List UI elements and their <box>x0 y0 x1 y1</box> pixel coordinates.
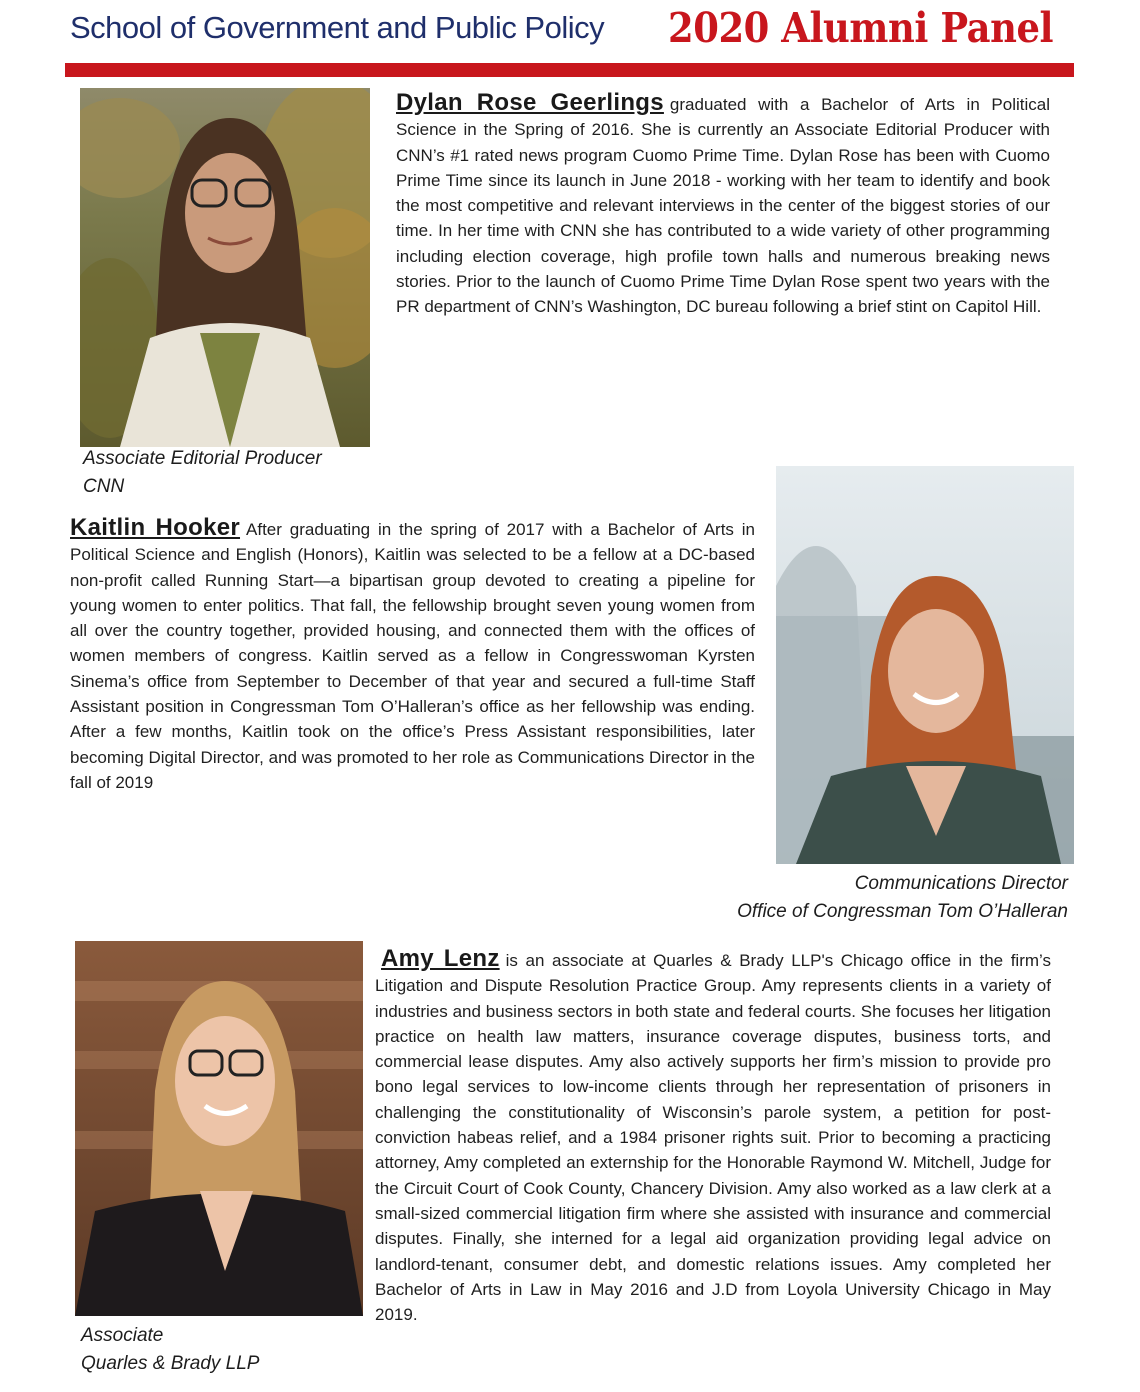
school-title: School of Government and Public Policy <box>70 10 605 45</box>
caption-org: Quarles & Brady LLP <box>81 1353 260 1374</box>
alumni-name: Dylan Rose Geerlings <box>396 89 664 116</box>
bio-text: After graduating in the spring of 2017 with a Bachelor of Arts in Political Science and English (Honors), Kaitlin was selected to be a fellow at a DC-based non-profit called Running Start—a bipartisan group devoted to creating a pipeline for young women to enter politics. That fall, the fellowship brought seven young women from all over the country together, provided housing, and connected them with the offices of women members of congress. Kaitlin served as a fellow in Congresswoman Kyrsten Sinema’s office from September to December of that year and secured a full-time Staff Assistant position in Congressman Tom O’Halleran’s office as her fellowship was ending. After a few months, Kaitlin took on the office’s Press Assistant responsibilities, later becoming Digital Director, and was promoted to her role as Communications Director in the fall of 2019 <box>70 520 755 792</box>
panel-title: 2020 Alumni Panel <box>668 4 1054 52</box>
bio-dylan-rose-geerlings <box>396 90 1050 320</box>
bio-kaitlin-hooker <box>70 515 755 795</box>
caption-title: Communications Director <box>854 873 1068 894</box>
bio-text: is an associate at Quarles & Brady LLP's Chicago office in the firm’s Litigation and Dispute Resolution Practice Group. Amy represents clients in a variety of industries and business sectors in both state and federal courts. She focuses her litigation practice on health law matters, insurance coverage disputes, business torts, and commercial lease disputes. Amy also actively supports her firm’s mission to provide pro bono legal services to low-income clients through her representation of prisoners in challenging the constitutionality of Wisconsin’s parole system, a petition for post-conviction habeas relief, and a 1984 prisoner rights suit. Prior to becoming a practicing attorney, Amy completed an externship for the Honorable Raymond W. Mitchell, Judge for the Circuit Court of Cook County, Chancery Division. Amy also worked as a law clerk at a small-sized commercial litigation firm where she assisted with insurance and commercial disputes. Finally, she interned for a legal aid organization providing legal advice on landlord-tenant, consumer debt, and domestic relations issues. Amy completed her Bachelor of Arts in Law in May 2016 and J.D from Loyola University Chicago in May 2019. <box>375 951 1051 1325</box>
photo-amy-lenz <box>75 941 363 1316</box>
caption-org: CNN <box>83 476 125 497</box>
header-divider <box>65 63 1074 77</box>
alumni-name: Amy Lenz <box>381 945 500 972</box>
bio-text: graduated with a Bachelor of Arts in Political Science in the Spring of 2016. She is currently an Associate Editorial Producer with CNN’s #1 rated news program Cuomo Prime Time. Dylan Rose has been with Cuomo Prime Time since its launch in June 2018 - working with her team to identify and book the most competitive and relevant interviews in the center of the biggest stories of our time. In her time with CNN she has contributed to a wide variety of other programming including election coverage, high profile town halls and numerous breaking news stories. Prior to the launch of Cuomo Prime Time Dylan Rose spent two years with the PR department of CNN’s Washington, DC bureau following a brief stint on Capitol Hill. <box>396 95 1050 317</box>
caption-title: Associate Editorial Producer <box>83 448 322 469</box>
photo-dylan-rose-geerlings <box>80 88 370 447</box>
caption-kaitlin-hooker <box>700 870 1068 926</box>
photo-kaitlin-hooker <box>776 466 1074 864</box>
caption-dylan-rose-geerlings <box>83 445 322 501</box>
caption-amy-lenz <box>81 1322 259 1378</box>
caption-org: Office of Congressman Tom O’Halleran <box>737 901 1068 922</box>
alumni-name: Kaitlin Hooker <box>70 514 241 541</box>
caption-title: Associate <box>81 1325 164 1346</box>
bio-amy-lenz <box>375 946 1051 1327</box>
